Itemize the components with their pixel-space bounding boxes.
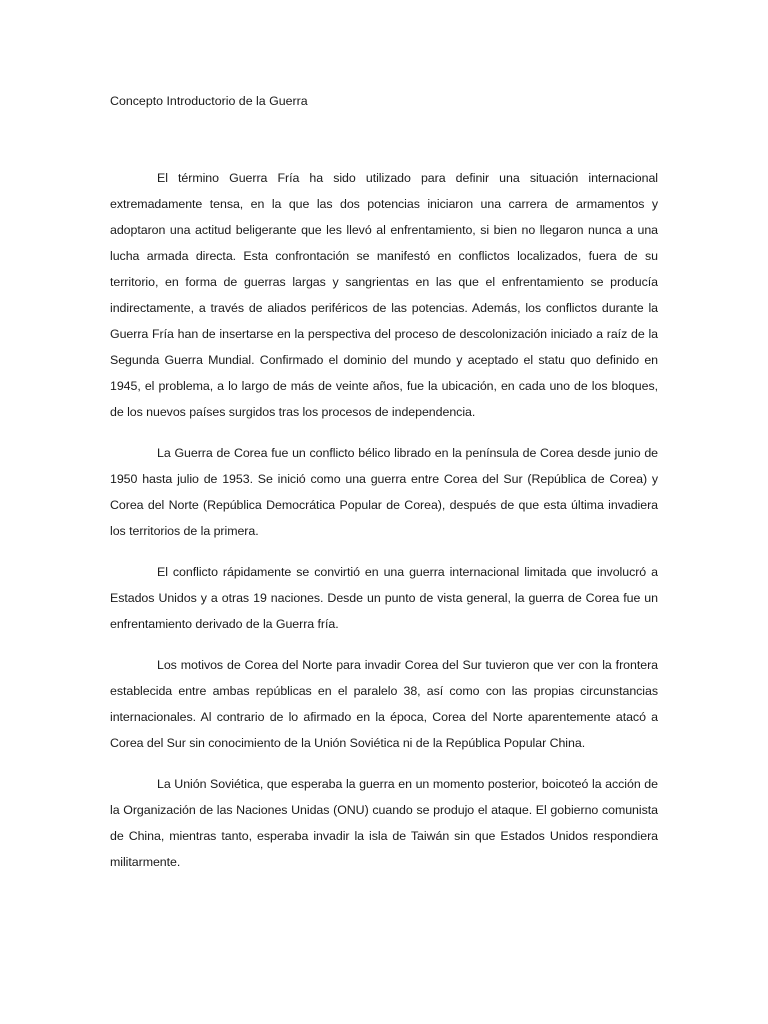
paragraph-1: El término Guerra Fría ha sido utilizado para definir una situación internacional extremadamente tensa, en la que las dos potencias iniciaron una carrera de armamentos y adoptaron una actitud beligerante que les llevó al enfrentamiento, si bien no llegaron nunca a una lucha armada directa. Esta confrontación se manifestó en conflictos localizados, fuera de su territorio, en forma de guerras largas y sangrientas en las que el enfrentamiento se producía indirectamente, a través de aliados periféricos de las potencias. Además, los conflictos durante la Guerra Fría han de insertarse en la perspectiva del proceso de descolonización iniciado a raíz de la Segunda Guerra Mundial. Confirmado el dominio del mundo y aceptado el statu quo definido en 1945, el problema, a lo largo de más de veinte años, fue la ubicación, en cada uno de los bloques, de los nuevos países surgidos tras los procesos de independencia.	[110, 171, 658, 419]
paragraph-4: Los motivos de Corea del Norte para invadir Corea del Sur tuvieron que ver con la frontera establecida entre ambas repúblicas en el paralelo 38, así como con las propias circunstancias internacionales. Al contrario de lo afirmado en la época, Corea del Norte aparentemente atacó a Corea del Sur sin conocimiento de la Unión Soviética ni de la República Popular China.	[110, 658, 658, 750]
paragraph-2: La Guerra de Corea fue un conflicto bélico librado en la península de Corea desde junio de 1950 hasta julio de 1953. Se inició como una guerra entre Corea del Sur (República de Corea) y Corea del Norte (República Democrática Popular de Corea), después de que esta última invadiera los territorios de la primera.	[110, 446, 658, 538]
paragraph-5: La Unión Soviética, que esperaba la guerra en un momento posterior, boicoteó la acción de la Organización de las Naciones Unidas (ONU) cuando se produjo el ataque. El gobierno comunista de China, mientras tanto, esperaba invadir la isla de Taiwán sin que Estados Unidos respondiera militarmente.	[110, 777, 658, 869]
document-body	[110, 165, 658, 890]
paragraph-3: El conflicto rápidamente se convirtió en una guerra internacional limitada que involucró a Estados Unidos y a otras 19 naciones. Desde un punto de vista general, la guerra de Corea fue un enfrentamiento derivado de la Guerra fría.	[110, 565, 658, 631]
document-title: Concepto Introductorio de la Guerra	[110, 94, 308, 108]
